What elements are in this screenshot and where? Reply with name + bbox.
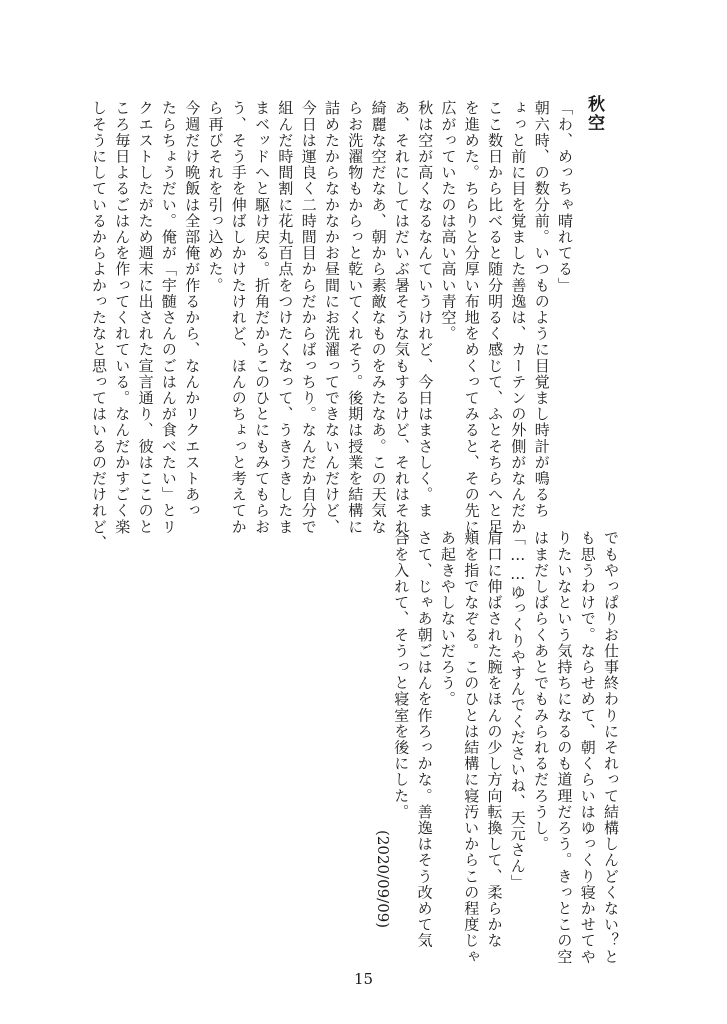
text-line: らお洗濯物もからっと乾いてくれそう。後期は授業を結構に: [346, 100, 365, 535]
chapter-title: 秋空: [584, 95, 604, 133]
text-line: あ起きやしないだろう。: [438, 530, 457, 708]
text-line: りたいなという気持ちになるのも道理だろう。きっとこの空: [555, 530, 574, 965]
text-line: ょっと前に目を覚ました善逸は、カーテンの外側がなんだか: [509, 100, 528, 535]
text-line: ここ数日から比べると随分明るく感じて、ふとそちらへと足: [486, 100, 505, 535]
text-line: まベッドへと駆け戻る。折角だからこのひとにもみてもらお: [253, 100, 272, 535]
text-line: 詰めたからなかなかお昼間にお洗濯ってできないんだけど、: [323, 100, 341, 535]
text-line: 今週だけ晩飯は全部俺が作るから、なんかリクエストあっ: [183, 100, 202, 519]
text-line: 肩口に伸ばされた腕をほんの少し方向転換して、柔らかな: [485, 530, 504, 949]
text-line: さて、じゃあ朝ごはんを作ろっかな。善逸はそう改めて気: [415, 530, 434, 949]
text-line: 「……ゆっくりやすんでくださいね、天元さん」: [508, 530, 527, 891]
text-line: う、そう手を伸ばしかけたけれど、ほんのちょっと考えてか: [229, 100, 248, 535]
text-line: 秋は空が高くなるなんていうけれど、今日はまさしく。ま: [416, 100, 435, 519]
text-line: も思うわけで。ならせめて、朝くらいはゆっくり寝かせてや: [578, 530, 597, 965]
text-line: 合を入れて、そうっと寝室を後にした。: [392, 530, 411, 820]
text-line: 「わ、めっちゃ晴れてる」: [556, 100, 574, 294]
text-line: クエストしたがため週末に出された宣言通り、彼はここのと: [136, 100, 155, 535]
text-line: はまだしばらくあとでもみられるだろうし。: [532, 530, 551, 852]
text-line: ころ毎日よるごはんを作ってくれている。なんだかすごく楽: [113, 100, 132, 535]
text-line: 朝六時、の数分前。いつものように目覚まし時計が鳴るち: [532, 100, 551, 519]
text-line: 広がっていたのは高い高い青空。: [439, 100, 458, 342]
text-line: を進めた。ちらりと分厚い布地をめくってみると、その先に: [462, 100, 481, 535]
text-line: たらちょうだい。俺が「宇髄さんのごはんが食べたい」とリ: [159, 100, 178, 535]
text-line: 組んだ時間割に花丸百点をつけたくなって、うきうきしたま: [276, 100, 295, 535]
text-line: 綺麗な空だなあ、朝から素敵なものをみたなあ。この天気な: [369, 100, 388, 535]
text-line: あ、それにしてはだいぶ暑そうな気もするけど、それはそれ。: [392, 100, 411, 551]
page-number: 15: [353, 970, 374, 988]
text-line: 頬を指でなぞる。このひとは結構に寝汚いからこの程度じゃ: [462, 530, 481, 965]
text-line: 今日は運良く二時間目からだからばっちり。なんだか自分で: [299, 100, 318, 535]
date-stamp: (2020/09/09): [374, 830, 392, 929]
text-line: しそうにしているからよかったなと思ってはいるのだけれど、: [90, 100, 108, 551]
text-line: でもやっぱりお仕事終わりにそれって結構しんどくない？と: [602, 530, 620, 965]
text-line: ら再びそれを引っ込めた。: [206, 100, 225, 294]
